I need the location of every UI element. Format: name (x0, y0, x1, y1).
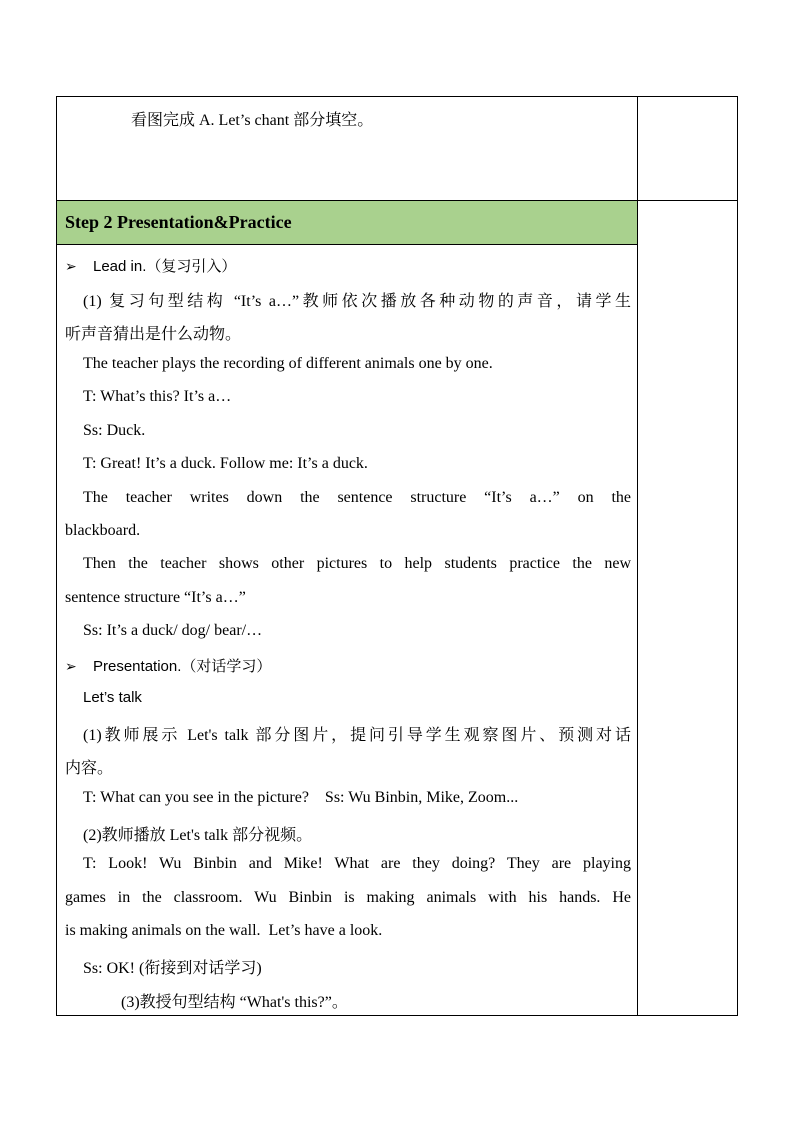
paragraph-line: The teacher writes down the sentence structure “It’s a…” on the (83, 489, 631, 506)
paragraph-line: T: What’s this? It’s a… (83, 388, 232, 405)
paragraph-line: (1)教师展示 Let's talk 部分图片，提问引导学生观察图片、预测对话 (83, 727, 631, 744)
paragraph-line: (1) 复习句型结构 “It’s a…”教师依次播放各种动物的声音，请学生 (83, 293, 631, 310)
paragraph-line: 内容。 (65, 760, 114, 777)
lead-in-heading (65, 255, 236, 276)
paragraph-line: 听声音猜出是什么动物。 (65, 326, 242, 343)
arrow-bullet-icon: ➢ (65, 259, 77, 275)
paragraph-line: sentence structure “It’s a…” (65, 589, 246, 606)
lesson-plan-table (56, 96, 738, 1016)
column-divider (637, 97, 638, 1015)
paragraph-line: (3)教授句型结构 “What's this?”。 (121, 994, 348, 1011)
paragraph-line: is making animals on the wall. Let’s have a look. (65, 922, 383, 939)
paragraph-line: blackboard. (65, 522, 141, 539)
paragraph-line: The teacher plays the recording of different animals one by one. (83, 355, 493, 372)
paragraph-line: Ss: OK! (衔接到对话学习) (83, 960, 262, 977)
lets-talk-label: Let’s talk (83, 689, 142, 706)
paragraph-line: T: Great! It’s a duck. Follow me: It’s a duck. (83, 455, 368, 472)
chant-task-text: 看图完成 A. Let’s chant 部分填空。 (131, 112, 374, 129)
step-2-title: Step 2 Presentation&Practice (65, 212, 292, 232)
paragraph-line: T: What can you see in the picture? Ss: Wu Binbin, Mike, Zoom... (83, 789, 519, 806)
presentation-label: Presentation.（对话学习） (93, 658, 272, 675)
paragraph-line: Ss: Duck. (83, 422, 146, 439)
lead-in-label: Lead in.（复习引入） (93, 258, 237, 275)
step-2-header (57, 201, 637, 245)
paragraph-line: Then the teacher shows other pictures to help students practice the new (83, 555, 631, 572)
arrow-bullet-icon: ➢ (65, 659, 77, 675)
paragraph-line: games in the classroom. Wu Binbin is making animals with his hands. He (65, 889, 631, 906)
paragraph-line: T: Look! Wu Binbin and Mike! What are they doing? They are playing (83, 855, 631, 872)
paragraph-line: (2)教师播放 Let's talk 部分视频。 (83, 827, 313, 844)
presentation-heading (65, 655, 271, 676)
paragraph-line: Ss: It’s a duck/ dog/ bear/… (83, 622, 263, 639)
